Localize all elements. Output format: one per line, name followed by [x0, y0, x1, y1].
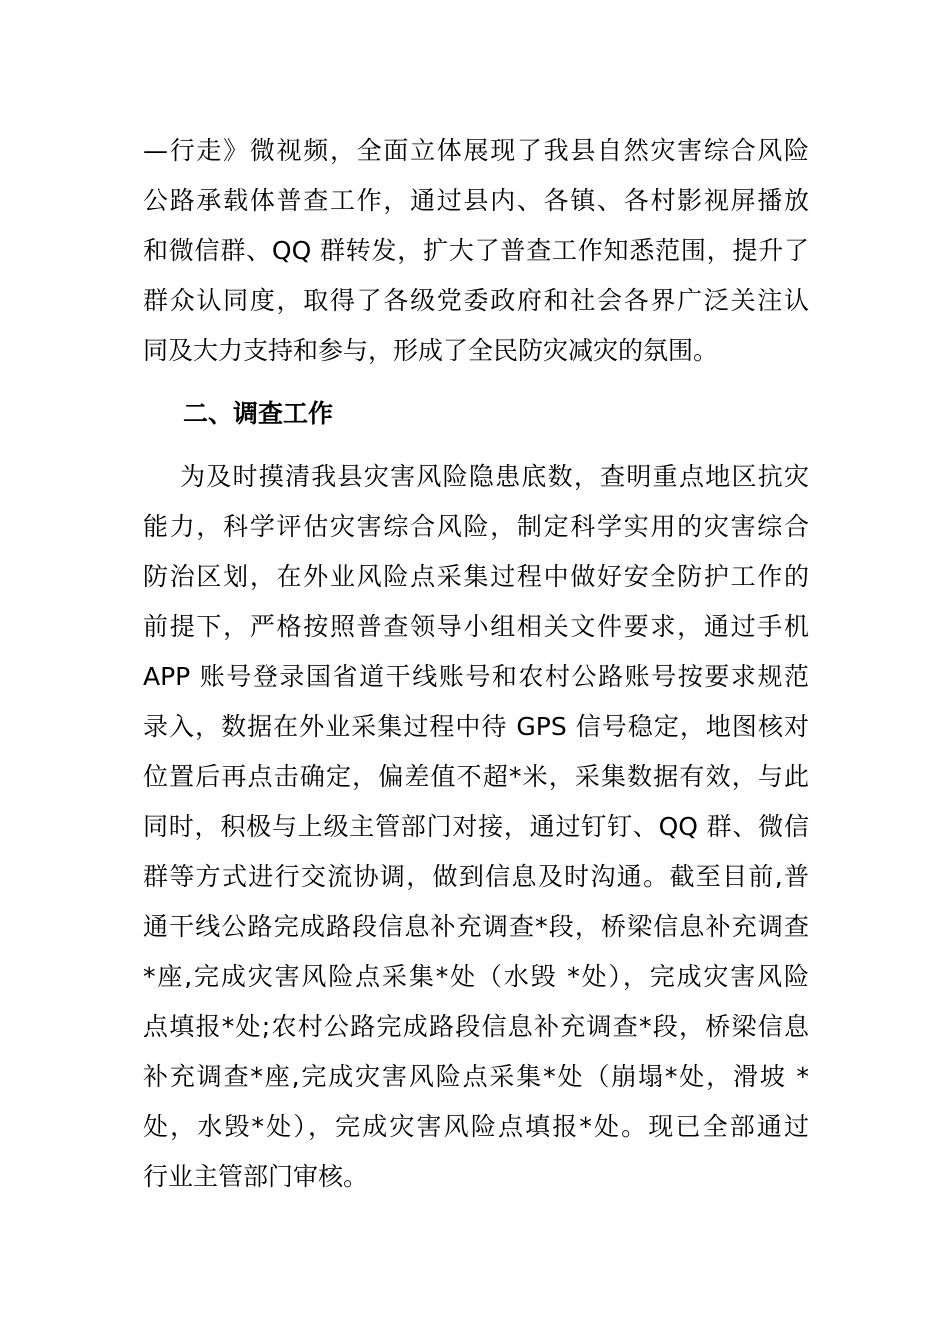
text-line: *座,完成灾害风险点采集*处（水毁 *处），完成灾害风险: [143, 962, 809, 991]
text-line: 群等方式进行交流协调，做到信息及时沟通。截至目前,普: [143, 862, 809, 891]
text-line: 群众认同度，取得了各级党委政府和社会各界广泛关注认: [143, 286, 809, 315]
document-body: [143, 126, 809, 1202]
text-line: —行走》微视频，全面立体展现了我县自然灾害综合风险: [143, 136, 809, 165]
text-line: 防治区划，在外业风险点采集过程中做好安全防护工作的: [143, 562, 809, 591]
text-line: 和微信群、QQ 群转发，扩大了普查工作知悉范围，提升了: [143, 236, 809, 265]
section-heading: 二、调查工作: [183, 399, 334, 428]
text-line: 同及大力支持和参与，形成了全民防灾减灾的氛围。: [143, 336, 719, 365]
text-line: 点填报*处;农村公路完成路段信息补充调查*段，桥梁信息: [143, 1012, 809, 1041]
text-line: APP 账号登录国省道干线账号和农村公路账号按要求规范: [143, 662, 809, 691]
text-line: 处，水毁*处），完成灾害风险点填报*处。现已全部通过: [143, 1112, 809, 1141]
text-line: 为及时摸清我县灾害风险隐患底数，查明重点地区抗灾: [180, 462, 809, 491]
text-line: 行业主管部门审核。: [143, 1162, 369, 1191]
text-line: 通干线公路完成路段信息补充调查*段，桥梁信息补充调查: [143, 912, 809, 941]
text-line: 同时，积极与上级主管部门对接，通过钉钉、QQ 群、微信: [143, 812, 809, 841]
text-line: 位置后再点击确定，偏差值不超*米，采集数据有效，与此: [143, 762, 809, 791]
paragraph-survey-work: [143, 452, 809, 1202]
paragraph-publicity: [143, 126, 809, 376]
text-line: 前提下，严格按照普查领导小组相关文件要求，通过手机: [143, 612, 809, 641]
text-line: 能力，科学评估灾害综合风险，制定科学实用的灾害综合: [143, 512, 809, 541]
text-line: 录入，数据在外业采集过程中待 GPS 信号稳定，地图核对: [143, 712, 809, 741]
text-line: 补充调查*座,完成灾害风险点采集*处（崩塌*处，滑坡 *: [143, 1062, 809, 1091]
text-line: 公路承载体普查工作，通过县内、各镇、各村影视屏播放: [143, 186, 809, 215]
